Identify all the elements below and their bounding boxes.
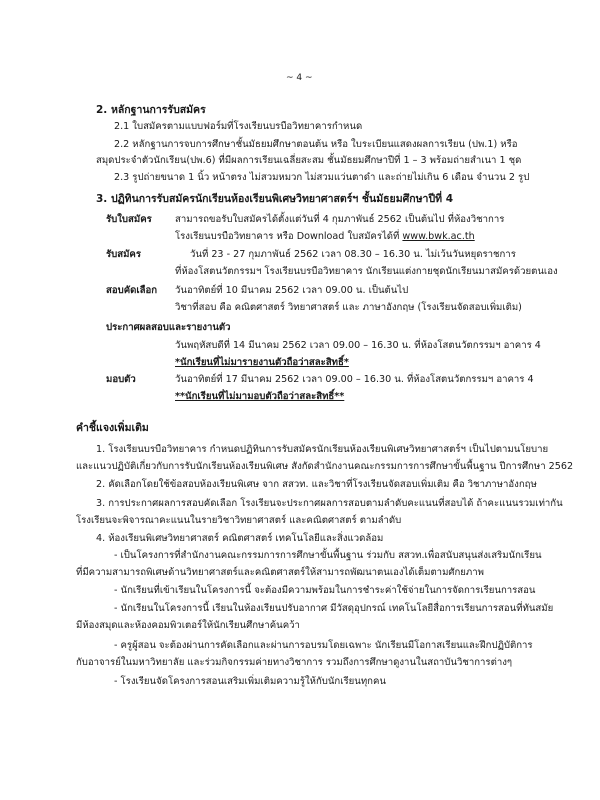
apply-line-1: วันที่ 23 - 27 กุมภาพันธ์ 2562 เวลา 08.30 – 16.30 น. ไม่เว้นวันหยุดราชการ [190,249,516,260]
note-line: โรงเรียนจะพิจารณาคะแนนในรายวิชาวิทยาศาสตร์ และคณิตศาสตร์ ตามลำดับ [76,515,402,526]
note-line: - นักเรียนที่เข้าเรียนในโครงการนี้ จะต้องมีความพร้อมในการชำระค่าใช้จ่ายในการจัดการเรียนการสอน [114,585,536,596]
note-line: 1. โรงเรียนบรบือวิทยาคาร กำหนดปฏิทินการรับสมัครนักเรียนห้องเรียนพิเศษวิทยาศาสตร์ฯ เป็นไปตามนโยบาย [96,444,549,455]
note-line: กับอาจารย์ในมหาวิทยาลัย และร่วมกิจกรรมค่ายทางวิชาการ รวมถึงการศึกษาดูงานในสถาบันวิชาการต่างๆ [76,657,513,668]
exam-label: สอบคัดเลือก [106,285,158,296]
note-line: ที่มีความสามารถพิเศษด้านวิทยาศาสตร์และคณิตศาสตร์ให้สามารถพัฒนาตนเองได้เต็มตามศักยภาพ [76,567,484,578]
receive-line-1: สามารถขอรับใบสมัครได้ตั้งแต่วันที่ 4 กุมภาพันธ์ 2562 เป็นต้นไป ที่ห้องวิชาการ [175,214,505,225]
exam-line-1: วันอาทิตย์ที่ 10 มีนาคม 2562 เวลา 09.00 น. เป็นต้นไป [175,285,409,296]
section-3-heading: 3. ปฏิทินการรับสมัครนักเรียนห้องเรียนพิเศษวิทยาศาสตร์ฯ ชั้นมัธยมศึกษาปีที่ 4 [96,193,453,205]
report-label: มอบตัว [106,374,136,385]
apply-line-2: ที่ห้องโสตนวัตกรรมฯ โรงเรียนบรบือวิทยาคาร นักเรียนแต่งกายชุดนักเรียนมาสมัครด้วยตนเอง [175,266,558,277]
page-number: ~ 4 ~ [286,73,313,83]
receive-line-2 [175,231,475,243]
announce-line-1: วันพฤหัสบดีที่ 14 มีนาคม 2562 เวลา 09.00 – 16.30 น. ที่ห้องโสตนวัตกรรมฯ อาคาร 4 [175,340,541,351]
report-note: **นักเรียนที่ไม่มามอบตัวถือว่าสละสิทธิ์** [175,391,345,402]
note-line: 3. การประกาศผลการสอบคัดเลือก โรงเรียนจะประกาศผลการสอบตามลำดับคะแนนที่สอบได้ ถ้าคะแนนรวมเท่ากัน [96,498,563,509]
receive-line-2-text: โรงเรียนบรบือวิทยาคาร หรือ Download ใบสมัครได้ที่ [175,231,400,242]
exam-line-2: วิชาที่สอบ คือ คณิตศาสตร์ วิทยาศาสตร์ และ ภาษาอังกฤษ (โรงเรียนจัดสอบเพิ่มเติม) [175,302,522,313]
note-line: มีห้องสมุดและห้องคอมพิวเตอร์ให้นักเรียนศึกษาค้นคว้า [76,620,300,631]
apply-label: รับสมัคร [106,249,141,260]
note-line: - เป็นโครงการที่สำนักงานคณะกรรมการการศึกษาขั้นพื้นฐาน ร่วมกับ สสวท.เพื่อสนับสนุนส่งเสริมนักเรียน [114,550,542,561]
announce-label: ประกาศผลสอบและรายงานตัว [106,322,231,333]
notes-heading: คำชี้แจงเพิ่มเติม [76,422,149,434]
note-line: 4. ห้องเรียนพิเศษวิทยาศาสตร์ คณิตศาสตร์ เทคโนโลยีและสิ่งแวดล้อม [96,533,384,544]
note-line: - ครูผู้สอน จะต้องผ่านการคัดเลือกและผ่านการอบรมโดยเฉพาะ นักเรียนมีโอกาสเรียนและฝึกปฏิบัติการ [114,640,533,651]
receive-label: รับใบสมัคร [106,214,152,225]
note-line: - โรงเรียนจัดโครงการสอนเสริมเพิ่มเติมความรู้ให้กับนักเรียนทุกคน [114,676,386,687]
section-2-heading: 2. หลักฐานการรับสมัคร [96,104,206,116]
announce-note: *นักเรียนที่ไม่มารายงานตัวถือว่าสละสิทธิ์* [175,357,349,368]
note-line: และแนวปฏิบัติเกี่ยวกับการรับนักเรียนห้องเรียนพิเศษ สังกัดสำนักงานคณะกรรมการการศึกษาขั้นพื้นฐาน ปีการศึกษา 2562 [76,461,574,472]
section-2-item-3: 2.3 รูปถ่ายขนาด 1 นิ้ว หน้าตรง ไม่สวมหมวก ไม่สวมแว่นตาดำ และถ่ายไม่เกิน 6 เดือน จำนวน 2 รูป [114,172,530,183]
note-line: 2. คัดเลือกโดยใช้ข้อสอบห้องเรียนพิเศษ จาก สสวท. และวิชาที่โรงเรียนจัดสอบเพิ่มเติม คือ วิชาภาษาอังกฤษ [96,479,537,490]
section-2-item-2: 2.2 หลักฐานการจบการศึกษาชั้นมัธยมศึกษาตอนต้น หรือ ใบระเบียนแสดงผลการเรียน (ปพ.1) หรือ [114,139,518,150]
note-line: - นักเรียนในโครงการนี้ เรียนในห้องเรียนปรับอากาศ มีวัสดุอุปกรณ์ เทคโนโลยีสื่อการเรียนการสอนที่ทันสมัย [114,603,554,614]
section-2-item-2-cont: สมุดประจำตัวนักเรียน(ปพ.6) ที่มีผลการเรียนเฉลี่ยสะสม ชั้นมัธยมศึกษาปีที่ 1 – 3 พร้อมถ่ายสำเนา 1 ชุด [96,155,522,166]
report-line-1: วันอาทิตย์ที่ 17 มีนาคม 2562 เวลา 09.00 – 16.30 น. ที่ห้องโสตนวัตกรรมฯ อาคาร 4 [175,374,534,385]
website-link[interactable]: www.bwk.ac.th [402,231,475,242]
section-2-item-1: 2.1 ใบสมัครตามแบบฟอร์มที่โรงเรียนบรบือวิทยาคารกำหนด [114,121,363,132]
